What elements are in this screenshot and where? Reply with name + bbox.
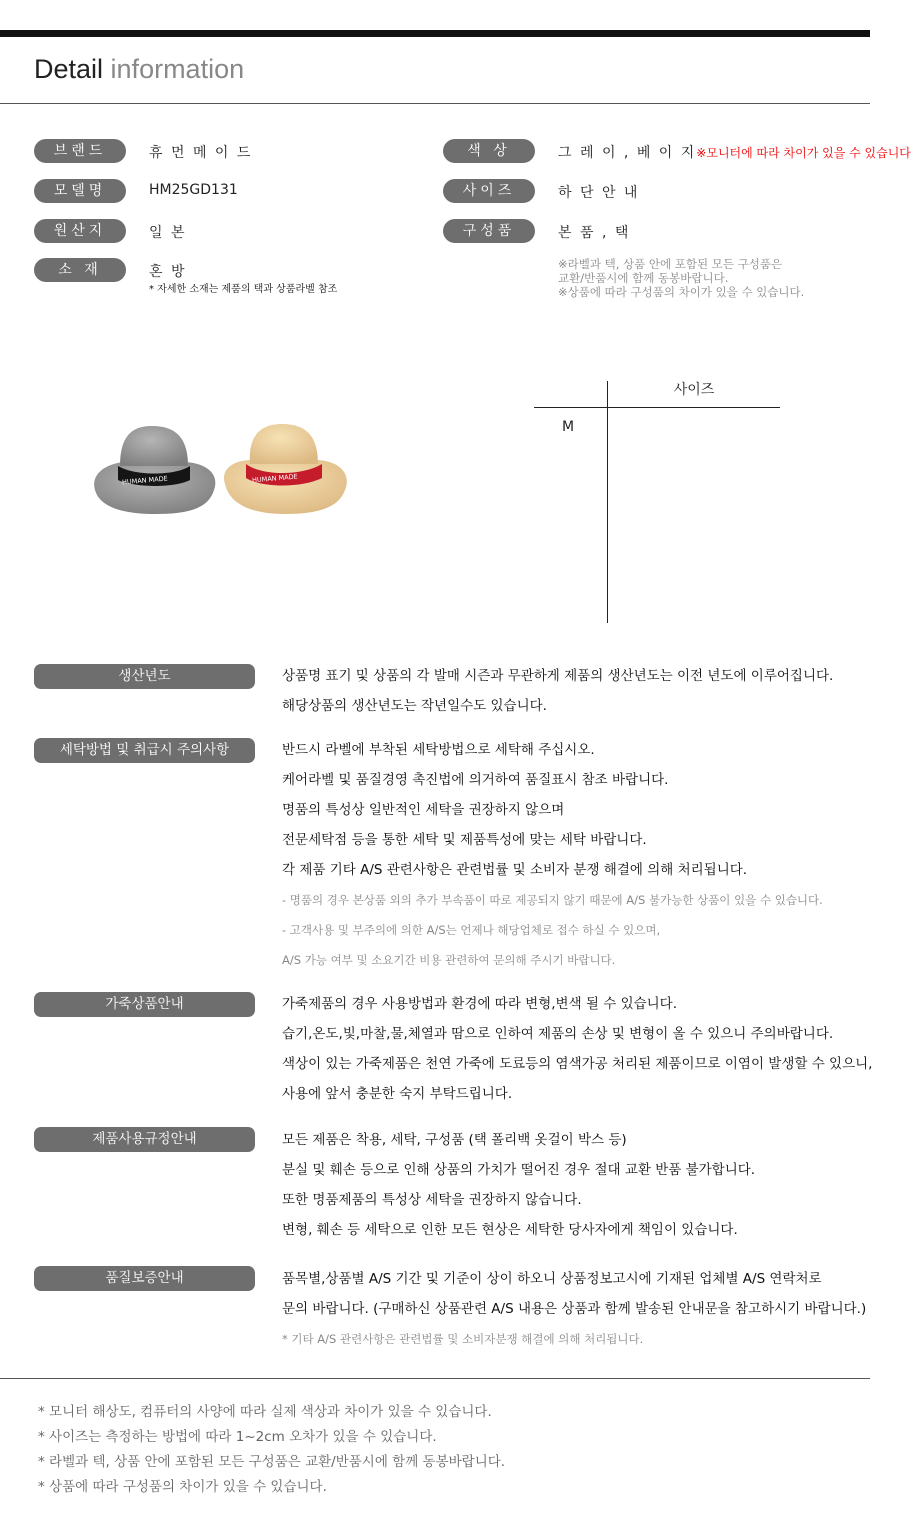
spec-value-size: 하 단 안 내 bbox=[558, 185, 640, 201]
spec-label-brand: 브랜드 bbox=[34, 139, 126, 163]
section-line: 각 제품 기타 A/S 관련사항은 관련법률 및 소비자 분쟁 해결에 의해 처리됩니다. bbox=[282, 862, 748, 878]
footer-note: * 사이즈는 측정하는 방법에 따라 1~2cm 오차가 있을 수 있습니다. bbox=[38, 1429, 437, 1445]
section-line: 품목별,상품별 A/S 기간 및 기준이 상이 하오니 상품정보고시에 기재된 업체별 A/S 연락처로 bbox=[282, 1271, 822, 1287]
size-table-header: 사이즈 bbox=[673, 382, 715, 398]
components-note-1: ※라벨과 텍, 상품 안에 포함된 모든 구성품은 bbox=[558, 257, 783, 271]
components-note-3: ※상품에 따라 구성품의 차이가 있을 수 있습니다. bbox=[558, 285, 805, 299]
section-line: 변형, 훼손 등 세탁으로 인한 모든 현상은 세탁한 당사자에게 책임이 있습니다. bbox=[282, 1222, 738, 1238]
section-label-production-year: 생산년도 bbox=[34, 664, 255, 689]
footer-divider bbox=[0, 1378, 870, 1379]
section-line: 상품명 표기 및 상품의 각 발매 시즌과 무관하게 제품의 생산년도는 이전 년도에 이루어집니다. bbox=[282, 668, 834, 684]
footer-note: * 라벨과 텍, 상품 안에 포함된 모든 구성품은 교환/반품시에 함께 동봉바랍니다. bbox=[38, 1454, 506, 1470]
section-line: 분실 및 훼손 등으로 인해 상품의 가치가 떨어진 경우 절대 교환 반품 불가합니다. bbox=[282, 1162, 756, 1178]
footer-note: * 상품에 따라 구성품의 차이가 있을 수 있습니다. bbox=[38, 1479, 327, 1495]
section-line-small: A/S 가능 여부 및 소요기간 비용 관련하여 문의해 주시기 바랍니다. bbox=[282, 953, 616, 967]
title-detail: Detail bbox=[34, 54, 104, 84]
section-line: 모든 제품은 착용, 세탁, 구성품 (택 폴리백 옷걸이 박스 등) bbox=[282, 1132, 627, 1148]
section-line-small: - 명품의 경우 본상품 외의 추가 부속품이 따로 제공되지 않기 때문에 A/S 불가능한 상품이 있을 수 있습니다. bbox=[282, 893, 823, 907]
section-line: 케어라벨 및 품질경영 촉진법에 의거하여 품질표시 참조 바랍니다. bbox=[282, 772, 669, 788]
section-line: 사용에 앞서 충분한 숙지 부탁드립니다. bbox=[282, 1086, 513, 1102]
section-line: 가죽제품의 경우 사용방법과 환경에 따라 변형,변색 될 수 있습니다. bbox=[282, 996, 678, 1012]
spec-label-size: 사이즈 bbox=[443, 179, 535, 203]
spec-value-model: HM25GD131 bbox=[149, 182, 238, 198]
section-line: 반드시 라벨에 부착된 세탁방법으로 세탁해 주십시오. bbox=[282, 742, 595, 758]
section-label-warranty: 품질보증안내 bbox=[34, 1266, 255, 1291]
beige-hat bbox=[224, 424, 347, 514]
beige-hat-band-text: HUMAN MADE bbox=[251, 472, 299, 485]
section-label-usage-policy: 제품사용규정안내 bbox=[34, 1127, 255, 1152]
section-line: 습기,온도,빛,마찰,물,체열과 땀으로 인하여 제품의 손상 및 변형이 올 수 있으니 주의바랍니다. bbox=[282, 1026, 834, 1042]
spec-label-origin: 원산지 bbox=[34, 219, 126, 243]
section-line-small: - 고객사용 및 부주의에 의한 A/S는 언제나 해당업체로 접수 하실 수 있으며, bbox=[282, 923, 661, 937]
section-usage-policy-text bbox=[282, 1125, 755, 1245]
page-title bbox=[34, 54, 244, 94]
section-production-year-text bbox=[282, 661, 833, 721]
spec-value-material: 혼 방 bbox=[149, 264, 187, 280]
footer-notes bbox=[38, 1400, 505, 1500]
title-information: information bbox=[110, 54, 245, 84]
product-image bbox=[90, 418, 350, 518]
size-table bbox=[534, 381, 780, 623]
title-divider bbox=[0, 103, 870, 104]
spec-label-color: 색 상 bbox=[443, 139, 535, 163]
section-leather-text bbox=[282, 989, 872, 1109]
section-line: 또한 명품제품의 특성상 세탁을 권장하지 않습니다. bbox=[282, 1192, 582, 1208]
spec-label-model: 모델명 bbox=[34, 179, 126, 203]
section-line: 해당상품의 생산년도는 작년일수도 있습니다. bbox=[282, 698, 547, 714]
color-warning: ※모니터에 따라 차이가 있을 수 있습니다 bbox=[696, 146, 911, 160]
material-note: * 자세한 소재는 제품의 택과 상품라벨 참조 bbox=[149, 284, 338, 295]
section-warranty-text bbox=[282, 1264, 866, 1354]
section-line: 명품의 특성상 일반적인 세탁을 권장하지 않으며 bbox=[282, 802, 565, 818]
components-note-2: 교환/반품시에 함께 동봉바랍니다. bbox=[558, 271, 729, 285]
footer-note: * 모니터 해상도, 컴퓨터의 사양에 따라 실제 색상과 차이가 있을 수 있습니다. bbox=[38, 1404, 492, 1420]
section-line-small: * 기타 A/S 관련사항은 관련법률 및 소비자분쟁 해결에 의해 처리됩니다. bbox=[282, 1332, 644, 1346]
spec-value-brand: 휴 먼 메 이 드 bbox=[149, 145, 253, 161]
section-line: 전문세탁점 등을 통한 세탁 및 제품특성에 맞는 세탁 바랍니다. bbox=[282, 832, 647, 848]
grey-hat-band-text: HUMAN MADE bbox=[121, 474, 169, 487]
spec-value-origin: 일 본 bbox=[149, 225, 187, 241]
spec-value-components: 본 품 , 택 bbox=[558, 225, 631, 241]
section-label-leather: 가죽상품안내 bbox=[34, 992, 255, 1017]
grey-hat bbox=[94, 426, 215, 514]
top-bar bbox=[0, 30, 870, 37]
spec-label-material: 소 재 bbox=[34, 258, 126, 282]
size-table-vline bbox=[607, 381, 608, 623]
section-line: 문의 바랍니다. (구매하신 상품관련 A/S 내용은 상품과 함께 발송된 안내문을 참고하시기 바랍니다.) bbox=[282, 1301, 867, 1317]
section-line: 색상이 있는 가죽제품은 천연 가죽에 도료등의 염색가공 처리된 제품이므로 이염이 발생할 수 있으니, bbox=[282, 1056, 873, 1072]
spec-label-components: 구성품 bbox=[443, 219, 535, 243]
bucket-hats-illustration bbox=[90, 418, 350, 518]
section-washing-text bbox=[282, 735, 823, 975]
size-table-row-m: M bbox=[562, 419, 575, 435]
section-label-washing: 세탁방법 및 취급시 주의사항 bbox=[34, 738, 255, 763]
size-table-hline bbox=[534, 407, 780, 408]
spec-value-color: 그 레 이 , 베 이 지※모니터에 따라 차이가 있을 수 있습니다 bbox=[558, 145, 911, 161]
